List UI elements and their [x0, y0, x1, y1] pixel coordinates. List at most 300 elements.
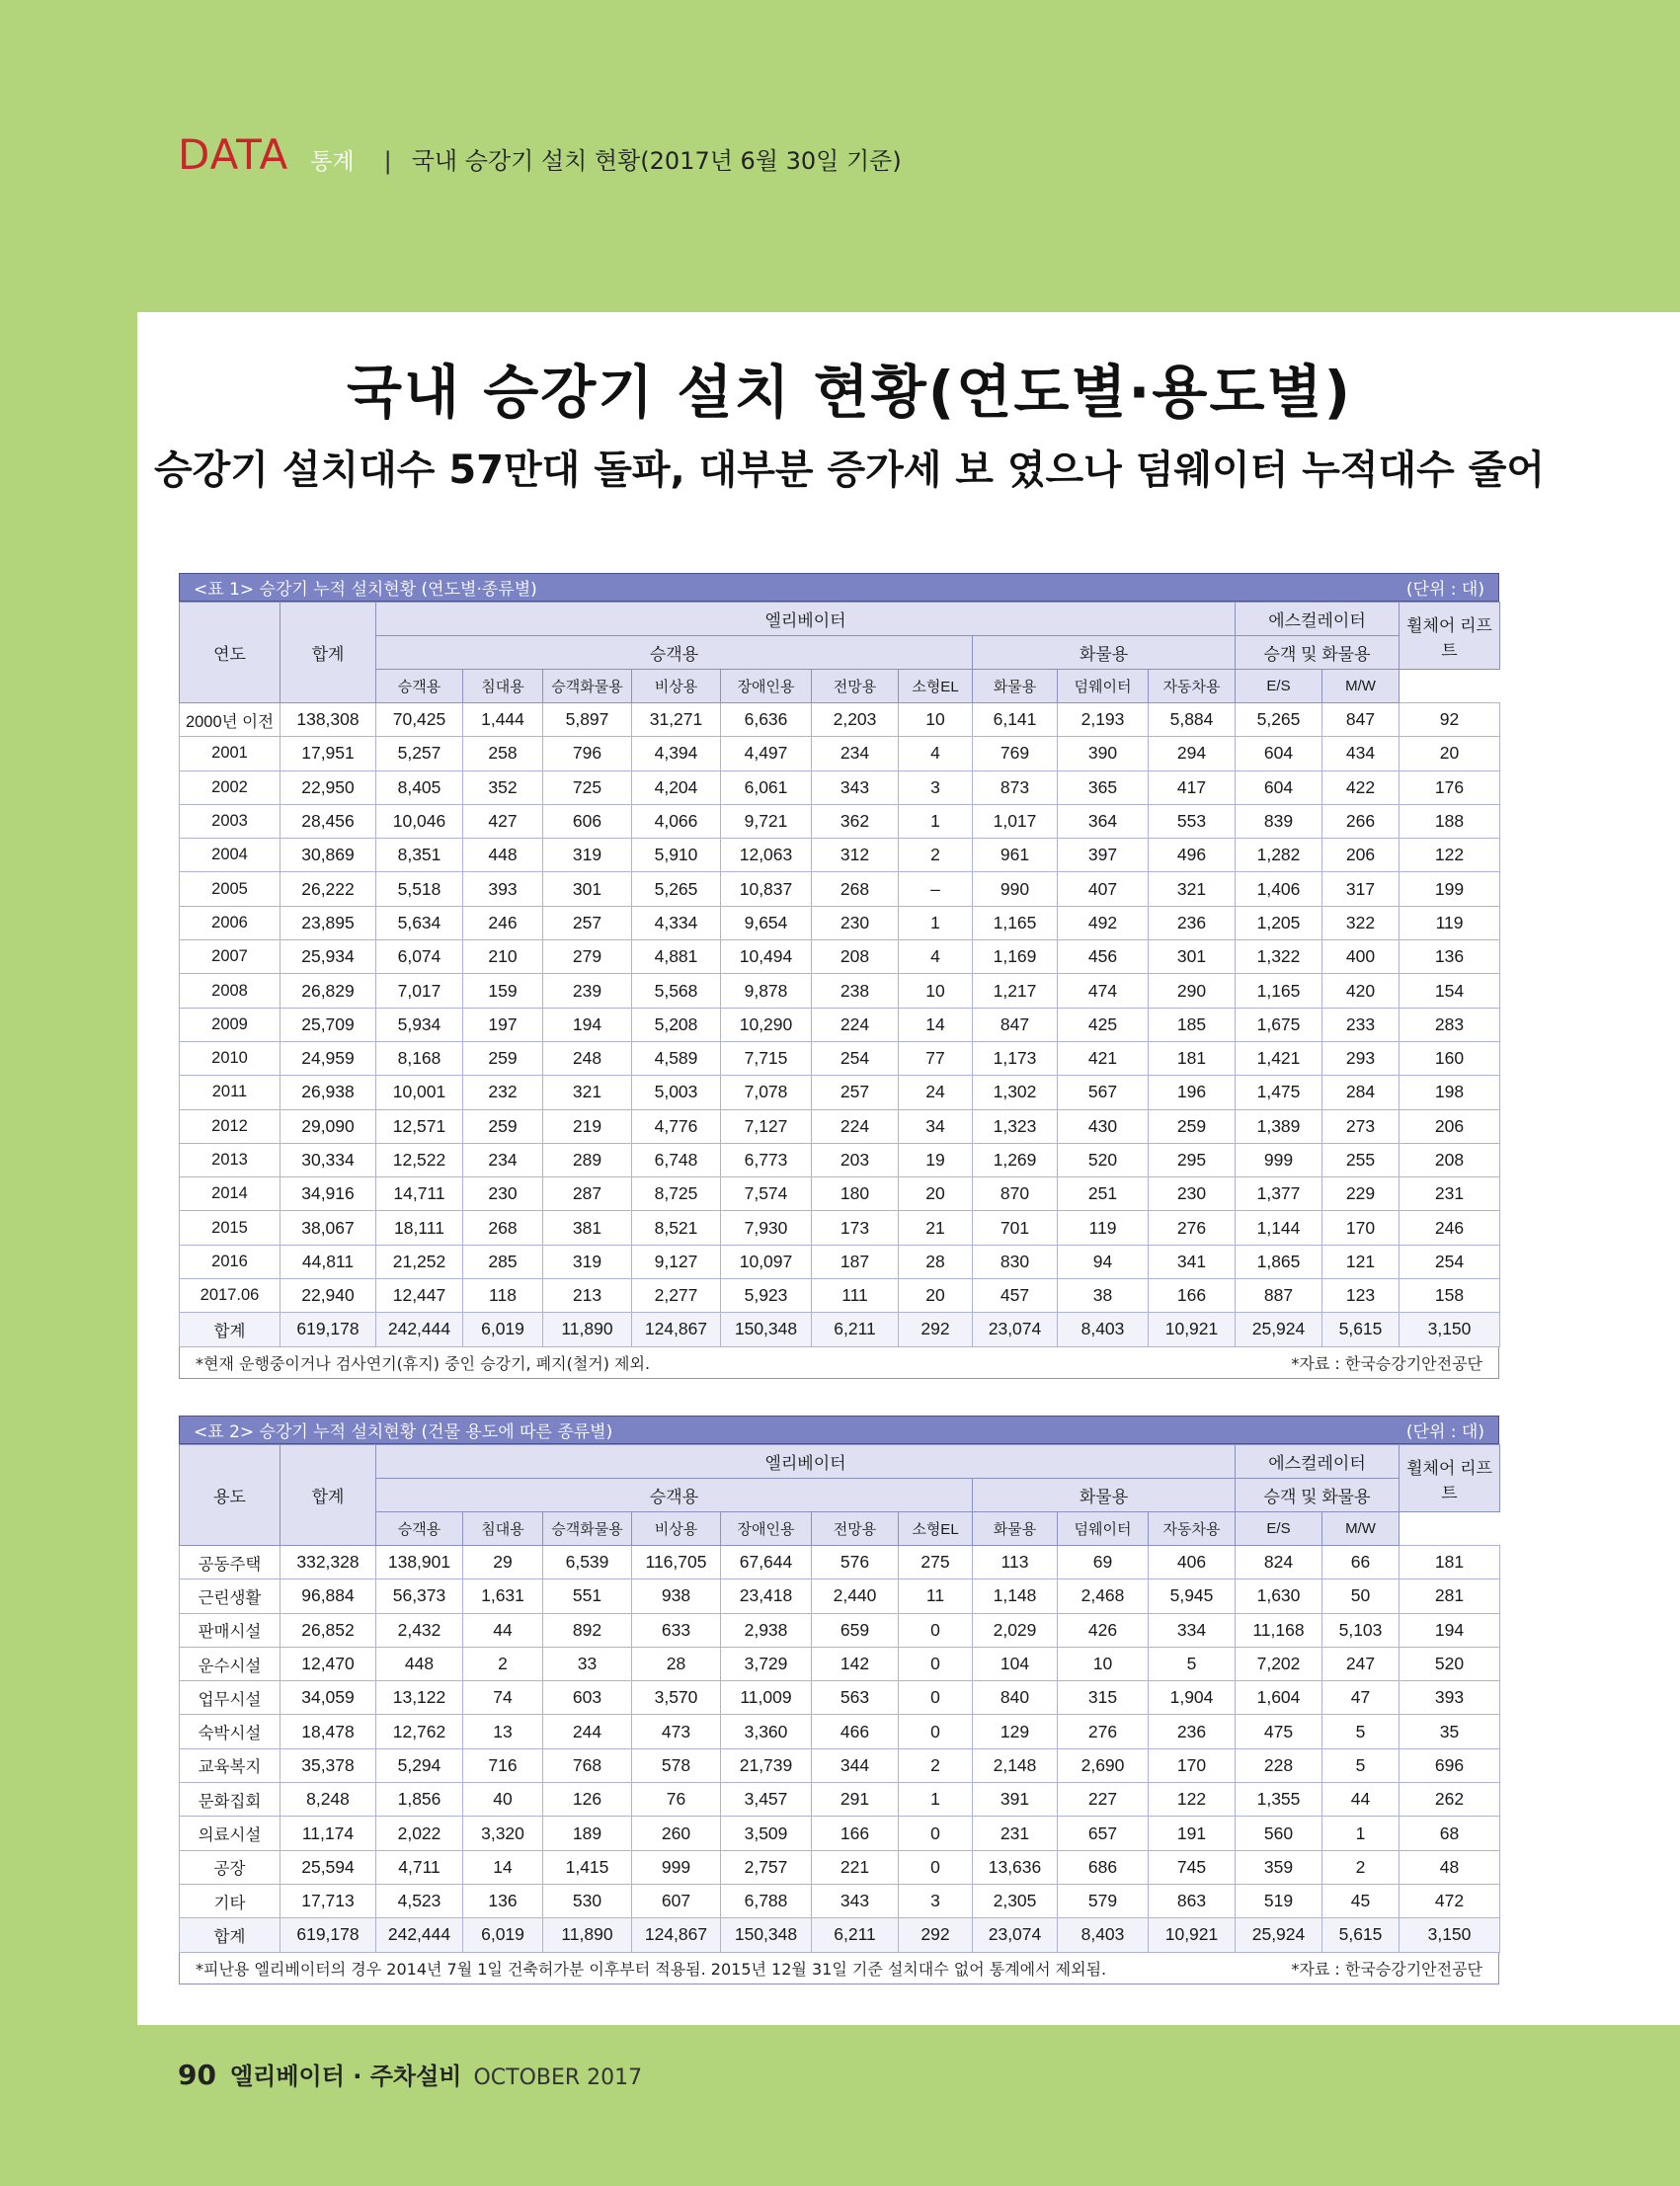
table-cell: 9,654: [721, 906, 812, 939]
table-cell: 393: [463, 872, 543, 906]
table-cell: 47: [1322, 1681, 1400, 1715]
table-cell: 126: [543, 1783, 632, 1817]
table-cell: 560: [1236, 1817, 1322, 1850]
table-cell: 14: [899, 1008, 973, 1041]
table-cell: 23,074: [973, 1313, 1058, 1346]
table-cell: 33: [543, 1647, 632, 1680]
table-cell: 1,165: [973, 906, 1058, 939]
table-cell: 3: [899, 1884, 973, 1917]
table-cell: 8,725: [632, 1177, 721, 1211]
table-cell: 6,539: [543, 1546, 632, 1579]
table-cell: 224: [812, 1008, 899, 1041]
table-cell: 11,168: [1236, 1613, 1322, 1647]
sub-header: 승객화물용: [543, 670, 632, 703]
table-cell: 268: [463, 1211, 543, 1245]
table-cell: 1,856: [376, 1783, 463, 1817]
row-label: 2006: [180, 906, 280, 939]
table-row: [180, 770, 1500, 804]
table-cell: 213: [543, 1279, 632, 1313]
page-footer: [178, 2057, 642, 2091]
table2-unit: (단위 : 대): [1405, 1422, 1484, 1442]
table-row: [180, 1884, 1500, 1917]
table-cell: 285: [463, 1245, 543, 1278]
table-cell: 0: [899, 1817, 973, 1850]
table-cell: 3,360: [721, 1715, 812, 1748]
table-cell: 417: [1149, 770, 1236, 804]
table-cell: 181: [1149, 1041, 1236, 1075]
table-cell: 472: [1400, 1884, 1500, 1917]
table-cell: 96,884: [280, 1579, 376, 1613]
table-cell: 2,277: [632, 1279, 721, 1313]
table-row: [180, 974, 1500, 1008]
table-cell: 1,302: [973, 1076, 1058, 1109]
table-cell: 321: [543, 1076, 632, 1109]
table-cell: 236: [1149, 906, 1236, 939]
row-label: 2009: [180, 1008, 280, 1041]
table-cell: 35,378: [280, 1748, 376, 1782]
table-cell: 364: [1058, 804, 1149, 838]
table-cell: 312: [812, 839, 899, 872]
sub-header: 화물용: [973, 1512, 1058, 1546]
table-cell: 170: [1149, 1748, 1236, 1782]
elevator-header: 엘리베이터: [376, 603, 1236, 636]
table-cell: 0: [899, 1850, 973, 1884]
table-cell: 319: [543, 839, 632, 872]
table-cell: 260: [632, 1817, 721, 1850]
table-cell: 19: [899, 1143, 973, 1176]
table-cell: 187: [812, 1245, 899, 1278]
table-cell: 198: [1400, 1076, 1500, 1109]
table-row: [180, 1715, 1500, 1748]
table-cell: 254: [1400, 1245, 1500, 1278]
table-cell: 12,571: [376, 1109, 463, 1143]
table-row: [180, 1177, 1500, 1211]
table-cell: 359: [1236, 1850, 1322, 1884]
table-cell: 136: [463, 1884, 543, 1917]
table-cell: 863: [1149, 1884, 1236, 1917]
table-cell: 28: [899, 1245, 973, 1278]
table-cell: 11,890: [543, 1918, 632, 1952]
table-cell: 701: [973, 1211, 1058, 1245]
table-cell: 1,865: [1236, 1245, 1322, 1278]
table-cell: 421: [1058, 1041, 1149, 1075]
table-cell: 520: [1058, 1143, 1149, 1176]
table-cell: 4: [899, 940, 973, 974]
table1-unit: (단위 : 대): [1405, 580, 1484, 600]
table-cell: 166: [1149, 1279, 1236, 1313]
table-cell: 343: [812, 1884, 899, 1917]
table-cell: 530: [543, 1884, 632, 1917]
table-cell: 242,444: [376, 1918, 463, 1952]
table-cell: 393: [1400, 1681, 1500, 1715]
table-row: [180, 1817, 1500, 1850]
table-cell: 4,776: [632, 1109, 721, 1143]
row-label: 2008: [180, 974, 280, 1008]
table-cell: 8,168: [376, 1041, 463, 1075]
table-cell: 3,729: [721, 1647, 812, 1680]
table1-block: [179, 573, 1499, 1379]
table-cell: 3,320: [463, 1817, 543, 1850]
cargo-group-header: 화물용: [973, 1479, 1236, 1512]
table-cell: 194: [1400, 1613, 1500, 1647]
table-cell: 197: [463, 1008, 543, 1041]
table-row: [180, 1109, 1500, 1143]
passenger-group-header: 승객용: [376, 636, 973, 670]
table-cell: 407: [1058, 872, 1149, 906]
table-row: [180, 1041, 1500, 1075]
table-cell: 7,202: [1236, 1647, 1322, 1680]
table-cell: 238: [812, 974, 899, 1008]
table-cell: 3,509: [721, 1817, 812, 1850]
table-cell: 1,217: [973, 974, 1058, 1008]
table-cell: 1,355: [1236, 1783, 1322, 1817]
table-cell: 246: [1400, 1211, 1500, 1245]
table2-body: [180, 1546, 1500, 1953]
table-cell: 239: [543, 974, 632, 1008]
table-cell: 233: [1322, 1008, 1400, 1041]
table-cell: 229: [1322, 1177, 1400, 1211]
table-cell: 322: [1322, 906, 1400, 939]
table-cell: 9,721: [721, 804, 812, 838]
table-cell: 247: [1322, 1647, 1400, 1680]
table-cell: 25,934: [280, 940, 376, 974]
sub-header: E/S: [1236, 1512, 1322, 1546]
table-cell: 5,103: [1322, 1613, 1400, 1647]
table-cell: 2,022: [376, 1817, 463, 1850]
table-cell: 0: [899, 1613, 973, 1647]
table-row: [180, 1546, 1500, 1579]
table-cell: 0: [899, 1681, 973, 1715]
table-cell: 34,059: [280, 1681, 376, 1715]
table2-source: *자료 : 한국승강기안전공단: [1291, 1959, 1482, 1979]
table-cell: 2,440: [812, 1579, 899, 1613]
table-cell: 1,631: [463, 1579, 543, 1613]
sub-header: 승객화물용: [543, 1512, 632, 1546]
table-cell: 1,282: [1236, 839, 1322, 872]
table-cell: 1,475: [1236, 1076, 1322, 1109]
table-cell: 22,950: [280, 770, 376, 804]
table-cell: 67,644: [721, 1546, 812, 1579]
table-cell: 142: [812, 1647, 899, 1680]
table-cell: 208: [812, 940, 899, 974]
table-cell: 381: [543, 1211, 632, 1245]
table-cell: 232: [463, 1076, 543, 1109]
row-label: 2016: [180, 1245, 280, 1278]
table-cell: 5,257: [376, 737, 463, 770]
table-cell: 14,711: [376, 1177, 463, 1211]
table-cell: 2,757: [721, 1850, 812, 1884]
table-cell: 457: [973, 1279, 1058, 1313]
table-row: [180, 906, 1500, 939]
table-cell: 657: [1058, 1817, 1149, 1850]
table-cell: 276: [1058, 1715, 1149, 1748]
table-cell: 1,377: [1236, 1177, 1322, 1211]
table-cell: 20: [899, 1177, 973, 1211]
table-cell: 938: [632, 1579, 721, 1613]
table-cell: 230: [1149, 1177, 1236, 1211]
table-cell: 166: [812, 1817, 899, 1850]
table-cell: 406: [1149, 1546, 1236, 1579]
table2-caption: <표 2> 승강기 누적 설치현황 (건물 용도에 따른 종류별): [194, 1422, 613, 1442]
table-cell: 315: [1058, 1681, 1149, 1715]
table-cell: 279: [543, 940, 632, 974]
table-cell: 30,334: [280, 1143, 376, 1176]
table-cell: 9,878: [721, 974, 812, 1008]
table-cell: 224: [812, 1109, 899, 1143]
table-row: [180, 737, 1500, 770]
sub-header: 침대용: [463, 1512, 543, 1546]
table-cell: 1,406: [1236, 872, 1322, 906]
table-cell: 1: [1322, 1817, 1400, 1850]
table-cell: 231: [973, 1817, 1058, 1850]
row-label: 의료시설: [180, 1817, 280, 1850]
table-cell: 2,938: [721, 1613, 812, 1647]
row-label: 공동주택: [180, 1546, 280, 1579]
table-cell: 34,916: [280, 1177, 376, 1211]
table-row: [180, 872, 1500, 906]
table-cell: 10,290: [721, 1008, 812, 1041]
table1-row-header: 연도: [180, 603, 280, 703]
sub-header: 승객용: [376, 1512, 463, 1546]
table-cell: 276: [1149, 1211, 1236, 1245]
table-cell: 1,169: [973, 940, 1058, 974]
row-label: 2015: [180, 1211, 280, 1245]
table-cell: 210: [463, 940, 543, 974]
table-cell: 291: [812, 1783, 899, 1817]
row-label: 2003: [180, 804, 280, 838]
table-cell: 474: [1058, 974, 1149, 1008]
sub-header: 덤웨이터: [1058, 1512, 1149, 1546]
table-cell: 0: [899, 1647, 973, 1680]
table-cell: 26,938: [280, 1076, 376, 1109]
sub-header: 자동차용: [1149, 1512, 1236, 1546]
table-cell: 17,713: [280, 1884, 376, 1917]
table-cell: 1,389: [1236, 1109, 1322, 1143]
table-cell: 341: [1149, 1245, 1236, 1278]
table-cell: 745: [1149, 1850, 1236, 1884]
row-label: 근린생활: [180, 1579, 280, 1613]
table-cell: 119: [1400, 906, 1500, 939]
table-cell: 94: [1058, 1245, 1149, 1278]
table-cell: 400: [1322, 940, 1400, 974]
table-cell: 1,144: [1236, 1211, 1322, 1245]
table-cell: 6,074: [376, 940, 463, 974]
table-cell: 11: [899, 1579, 973, 1613]
table-cell: 45: [1322, 1884, 1400, 1917]
table-cell: 434: [1322, 737, 1400, 770]
table-cell: 578: [632, 1748, 721, 1782]
table-cell: 124,867: [632, 1313, 721, 1346]
table-cell: 1,148: [973, 1579, 1058, 1613]
table-cell: 12,063: [721, 839, 812, 872]
table-cell: 23,895: [280, 906, 376, 939]
table-row: [180, 1313, 1500, 1346]
table-cell: 2: [1322, 1850, 1400, 1884]
elevator-header: 엘리베이터: [376, 1445, 1236, 1479]
table-cell: 248: [543, 1041, 632, 1075]
sub-header: 침대용: [463, 670, 543, 703]
table-cell: 847: [973, 1008, 1058, 1041]
table-cell: 5,634: [376, 906, 463, 939]
magazine-name: 엘리베이터 · 주차설비: [229, 2063, 462, 2090]
table-cell: 769: [973, 737, 1058, 770]
table-cell: 242,444: [376, 1313, 463, 1346]
table-cell: 40: [463, 1783, 543, 1817]
table2-footnote: [179, 1953, 1499, 1984]
table-cell: 292: [899, 1918, 973, 1952]
table-cell: 8,403: [1058, 1918, 1149, 1952]
table-cell: 74: [463, 1681, 543, 1715]
table-cell: 448: [463, 839, 543, 872]
sub-header: 자동차용: [1149, 670, 1236, 703]
table-row: [180, 839, 1500, 872]
table-cell: 301: [1149, 940, 1236, 974]
row-label: 합계: [180, 1918, 280, 1952]
table-cell: 604: [1236, 737, 1322, 770]
table-cell: 124,867: [632, 1918, 721, 1952]
table-cell: 5: [1322, 1715, 1400, 1748]
wheelchair-header: 휠체어 리프트: [1400, 603, 1500, 670]
table-cell: 56,373: [376, 1579, 463, 1613]
table-cell: 170: [1322, 1211, 1400, 1245]
table-cell: 20: [1400, 737, 1500, 770]
table-cell: 553: [1149, 804, 1236, 838]
table-cell: 122: [1400, 839, 1500, 872]
table-cell: 25,924: [1236, 1918, 1322, 1952]
table-cell: 11,174: [280, 1817, 376, 1850]
table-cell: 6,211: [812, 1313, 899, 1346]
table-cell: 520: [1400, 1647, 1500, 1680]
table2-note: *피난용 엘리베이터의 경우 2014년 7월 1일 건축허가분 이후부터 적용됨. 2015년 12월 31일 기준 설치대수 없어 통계에서 제외됨.: [196, 1959, 1107, 1979]
row-label: 업무시설: [180, 1681, 280, 1715]
issue-label: OCTOBER 2017: [473, 2065, 643, 2090]
table-cell: 234: [812, 737, 899, 770]
row-label: 2000년 이전: [180, 703, 280, 737]
table-cell: 362: [812, 804, 899, 838]
table-cell: 199: [1400, 872, 1500, 906]
table-cell: 5,615: [1322, 1918, 1400, 1952]
table-cell: 2,690: [1058, 1748, 1149, 1782]
table-cell: 5,208: [632, 1008, 721, 1041]
table-cell: 321: [1149, 872, 1236, 906]
table-cell: 448: [376, 1647, 463, 1680]
table-cell: 5,910: [632, 839, 721, 872]
table-row: [180, 1008, 1500, 1041]
table-cell: 4,589: [632, 1041, 721, 1075]
table-cell: 231: [1400, 1177, 1500, 1211]
table-cell: 1,173: [973, 1041, 1058, 1075]
table-cell: 221: [812, 1850, 899, 1884]
table-cell: 158: [1400, 1279, 1500, 1313]
table-cell: 839: [1236, 804, 1322, 838]
table-cell: 840: [973, 1681, 1058, 1715]
table-cell: 289: [543, 1143, 632, 1176]
table-cell: 28: [632, 1647, 721, 1680]
table-cell: 1,017: [973, 804, 1058, 838]
table1: [179, 602, 1500, 1347]
table-cell: 301: [543, 872, 632, 906]
table-cell: 7,715: [721, 1041, 812, 1075]
row-label: 2012: [180, 1109, 280, 1143]
table-cell: 5,923: [721, 1279, 812, 1313]
table-cell: 292: [899, 1313, 973, 1346]
table-cell: 4,394: [632, 737, 721, 770]
table-cell: 5,568: [632, 974, 721, 1008]
table-cell: 24: [899, 1076, 973, 1109]
table-cell: 887: [1236, 1279, 1322, 1313]
table-cell: 76: [632, 1783, 721, 1817]
row-label: 2017.06: [180, 1279, 280, 1313]
table-cell: 203: [812, 1143, 899, 1176]
table-cell: 121: [1322, 1245, 1400, 1278]
table-cell: 257: [812, 1076, 899, 1109]
table-cell: 189: [543, 1817, 632, 1850]
table-cell: 1,415: [543, 1850, 632, 1884]
table-cell: 196: [1149, 1076, 1236, 1109]
table2: [179, 1444, 1500, 1953]
table-cell: 576: [812, 1546, 899, 1579]
table-cell: 259: [1149, 1109, 1236, 1143]
table-cell: 1,604: [1236, 1681, 1322, 1715]
table-cell: 159: [463, 974, 543, 1008]
table-cell: 619,178: [280, 1918, 376, 1952]
table-cell: 255: [1322, 1143, 1400, 1176]
table-cell: 34: [899, 1109, 973, 1143]
table-cell: 390: [1058, 737, 1149, 770]
table-cell: 150,348: [721, 1918, 812, 1952]
table-cell: 5,265: [632, 872, 721, 906]
table-cell: 5,518: [376, 872, 463, 906]
table-cell: 716: [463, 1748, 543, 1782]
table-cell: 496: [1149, 839, 1236, 872]
row-label: 기타: [180, 1884, 280, 1917]
table-cell: 228: [1236, 1748, 1322, 1782]
table-cell: 633: [632, 1613, 721, 1647]
table-cell: 111: [812, 1279, 899, 1313]
table-cell: 10,097: [721, 1245, 812, 1278]
table-cell: 873: [973, 770, 1058, 804]
table-cell: 77: [899, 1041, 973, 1075]
table-cell: 2,432: [376, 1613, 463, 1647]
table-cell: 17,951: [280, 737, 376, 770]
table-cell: 257: [543, 906, 632, 939]
table1-note: *현재 운행중이거나 검사연기(휴지) 중인 승강기, 폐지(철거) 제외.: [196, 1353, 651, 1373]
table-cell: 2,203: [812, 703, 899, 737]
table-cell: 0: [899, 1715, 973, 1748]
table-cell: 66: [1322, 1546, 1400, 1579]
table-row: [180, 1279, 1500, 1313]
table-cell: 551: [543, 1579, 632, 1613]
table-cell: 294: [1149, 737, 1236, 770]
table-cell: 5,897: [543, 703, 632, 737]
table-row: [180, 1918, 1500, 1952]
table-cell: 3: [899, 770, 973, 804]
table-cell: 208: [1400, 1143, 1500, 1176]
table-cell: 6,636: [721, 703, 812, 737]
table-cell: 138,901: [376, 1546, 463, 1579]
table-cell: 295: [1149, 1143, 1236, 1176]
table-cell: 191: [1149, 1817, 1236, 1850]
table-cell: 10: [1058, 1647, 1149, 1680]
table-cell: 1,322: [1236, 940, 1322, 974]
table-cell: 194: [543, 1008, 632, 1041]
table-cell: 219: [543, 1109, 632, 1143]
table-cell: 283: [1400, 1008, 1500, 1041]
table-cell: 70,425: [376, 703, 463, 737]
table-cell: 1,205: [1236, 906, 1322, 939]
table-cell: 5,265: [1236, 703, 1322, 737]
table-cell: 284: [1322, 1076, 1400, 1109]
